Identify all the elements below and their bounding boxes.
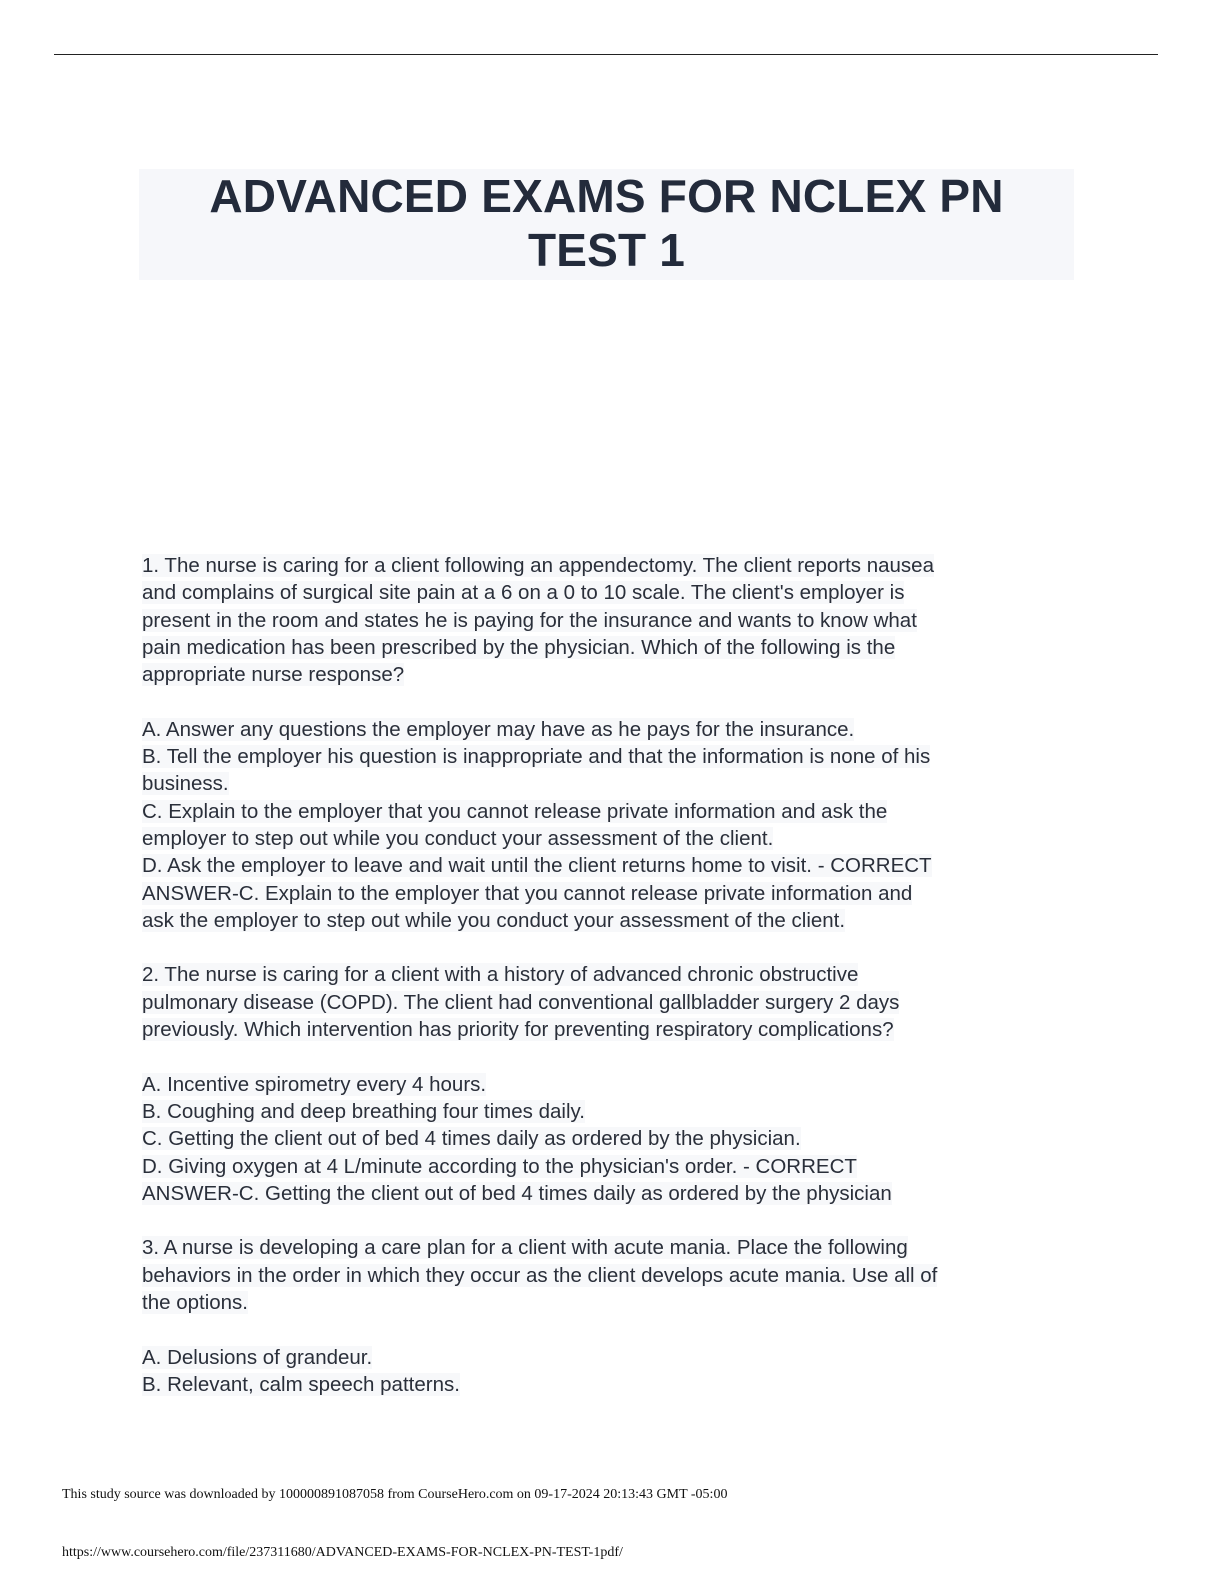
answer-options (142, 1344, 1074, 1399)
stem-line: 3. A nurse is developing a care plan for a client with acute mania. Place the following (142, 1236, 908, 1260)
option-line: A. Incentive spirometry every 4 hours. (142, 1072, 487, 1096)
option-line: business. (142, 772, 229, 796)
question-stem (142, 961, 1074, 1043)
stem-line: and complains of surgical site pain at a 6 on a 0 to 10 scale. The client's employer is (142, 581, 905, 605)
correct-answer-line: ANSWER-C. Explain to the employer that you cannot release private information and (142, 881, 913, 905)
title-line-2: TEST 1 (527, 224, 686, 276)
stem-line: previously. Which intervention has priority for preventing respiratory complications? (142, 1018, 894, 1042)
stem-line: pain medication has been prescribed by the physician. Which of the following is the (142, 635, 896, 659)
source-url[interactable]: https://www.coursehero.com/file/237311680/ADVANCED-EXAMS-FOR-NCLEX-PN-TEST-1pdf/ (62, 1545, 623, 1560)
option-line: C. Getting the client out of bed 4 times daily as ordered by the physician. (142, 1127, 801, 1151)
stem-line: pulmonary disease (COPD). The client had conventional gallbladder surgery 2 days (142, 990, 900, 1014)
option-line: B. Coughing and deep breathing four times daily. (142, 1099, 585, 1123)
question-list (142, 552, 1074, 1398)
download-source-notice: This study source was downloaded by 100000891087058 from CourseHero.com on 09-17-2024 20:13:43 GMT -05:00 (62, 1487, 728, 1502)
question-stem (142, 552, 1074, 688)
answer-options (142, 1071, 1074, 1207)
option-line: C. Explain to the employer that you cannot release private information and ask the (142, 799, 888, 823)
stem-line: present in the room and states he is paying for the insurance and wants to know what (142, 608, 917, 632)
stem-line: the options. (142, 1291, 248, 1315)
option-line: B. Relevant, calm speech patterns. (142, 1372, 460, 1396)
stem-line: 1. The nurse is caring for a client following an appendectomy. The client reports nausea (142, 554, 934, 577)
option-line: employer to step out while you conduct your assessment of the client. (142, 826, 774, 850)
stem-line: 2. The nurse is caring for a client with a history of advanced chronic obstructive (142, 963, 859, 987)
option-line: D. Ask the employer to leave and wait until the client returns home to visit. - CORRECT (142, 854, 932, 878)
option-line: B. Tell the employer his question is inappropriate and that the information is none of his (142, 745, 931, 769)
correct-answer-line: ANSWER-C. Getting the client out of bed 4 times daily as ordered by the physician (142, 1181, 892, 1205)
question-2 (142, 961, 1074, 1207)
header-rule (54, 54, 1158, 55)
stem-line: appropriate nurse response? (142, 663, 405, 687)
answer-options (142, 716, 1074, 934)
option-line: A. Delusions of grandeur. (142, 1345, 373, 1369)
option-line: A. Answer any questions the employer may have as he pays for the insurance. (142, 717, 855, 741)
document-title (139, 169, 1074, 280)
question-1 (142, 552, 1074, 934)
question-3 (142, 1234, 1074, 1398)
title-line-1: ADVANCED EXAMS FOR NCLEX PN (209, 170, 1004, 222)
stem-line: behaviors in the order in which they occur as the client develops acute mania. Use all of (142, 1263, 938, 1287)
question-stem (142, 1234, 1074, 1316)
option-line: D. Giving oxygen at 4 L/minute according to the physician's order. - CORRECT (142, 1154, 857, 1178)
correct-answer-line: ask the employer to step out while you conduct your assessment of the client. (142, 908, 846, 932)
